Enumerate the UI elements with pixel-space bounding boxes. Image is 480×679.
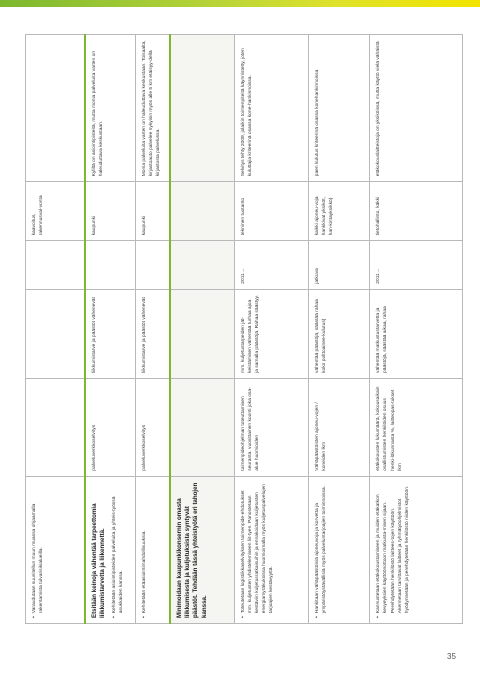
indicator-cell [26,378,86,476]
responsible-cell: kaupunki [85,182,135,241]
measure-text: ▪ Kannustetaan etäkokoustamiseen ja muiden etäkatkon kevyeyksien käyttöönottoon matkusta-misen sijaan. Perehdytetään henkilöstö laittees-tojen käyttöön. Akennetaan tarvittavat laitteet ja ryhmätyöohjelmistot hyödynnetään ja perehdytetään henkilöstö niiden käyttöön. [375,482,411,618]
measure-text: ▪ Kehitetään etäasiointimahdollisuuksia. [141,482,148,618]
schedule-cell: jatkuva [308,241,370,289]
responsible-cell: tekninen tuotanto [234,182,308,241]
table-row [170,35,234,624]
schedule-cell [135,241,170,289]
goal-heading: Etsitään keinoja vähentää tarpeettomia liikkumistarvetta ja liikennettä. [91,503,107,618]
effect-cell: liikkumistarve ja päästöt vähenevät [135,289,170,378]
page-number: 35 [447,652,456,661]
measure-text: ▪ Toteutetaan logistiikkaselvityksen toimenpide-ehdotukset mm. kuljetusten yhdistelemiseen liit-tyen. Panostetaan kestäviin kuljetusratkaisuihin ja ennakoidaan kuljetusten energiamyräkuksissa huomioimalla myös kuljetuspalvelujen tarjoajien kestävyyttä. [240,482,276,618]
table-row [308,35,370,624]
indicator-cell: etäkokousten lukumäärä, kokousaikain osallistumisten henkilöiden osuus henki-lökunnasta %, laitteopas-tukset lkm [370,378,463,476]
table-row [370,35,463,624]
table-row [26,35,86,624]
effect-cell [170,289,234,378]
goal-heading: Minimoidaan kaupunkikonsernin omasta liikkumisesta ja kuljetuksista syntyvät päästöt. Tehdään tässä yhteistyötä eri tahojen kanssa. [176,482,208,618]
responsible-cell: kaupunki [135,182,170,241]
schedule-cell: 2011→ [234,241,308,289]
effect-cell: vähentää päästöjä, säästää rahaa koko polttoainee-kulutus) [308,289,370,378]
rotated-page-content [25,34,463,624]
effect-cell [26,289,86,378]
indicator-cell: toimenpideohjelman toteuttamisen seuranta. vuosittainen koonti joka osa-alue huomioiden [234,378,308,476]
status-cell [170,35,234,182]
indicator-cell: Vähäpäästöisten ajoneu-vojen / koneiden lkm [308,378,370,476]
top-accent-bar [0,0,480,7]
effect-cell: liikkumistarve ja päästöt vähenevät [85,289,135,378]
table-row [135,35,170,624]
table-row [234,35,308,624]
indicator-cell [170,378,234,476]
measure-text: ▪ Hankitaan vähäpäästöisiä ajoneuvoja ja korvetta ja ympäristöystävällisiä myös palveluntarjoajien toiminnoissa. [314,482,328,618]
status-cell: Kyliltä on asiointipisteitä, mutta monia palveluita varten on haleuduttava keskustaan. [85,35,135,182]
indicator-cell: palveluverkkoselvitys [135,378,170,476]
indicator-cell: palveluverkkoselvitys [85,378,135,476]
responsible-cell: kaavoitus, rakennusval-vonta [26,182,86,241]
measure-text: ▪ Kehitetään asiointipisteiden palveluita ja yhteis-työssä asukkaiden kanssa. [111,482,125,618]
schedule-cell [85,241,135,289]
table-row [85,35,135,624]
status-cell: Selvitys tehty 2009, jolaikin toimenpiteitä käynnistetty, joten kuluttajia kriteerinä osassa kone-hankinnoissa. [234,35,308,182]
responsible-cell: tietohallinto, käkki [370,182,463,241]
status-cell [26,35,86,182]
responsible-cell: kaikki ajoneu-voja hankkivat yksiköt, han-kintayksikkö) [308,182,370,241]
schedule-cell: 2011→ [370,241,463,289]
status-cell: paen kulutus kriteerinä osassa konehankinnoissa [308,35,370,182]
effect-cell: vähentää matkustustarvetta ja päästöjä, säästää aikaa, rahaa [370,289,463,378]
measures-table [25,34,463,624]
responsible-cell [170,182,234,241]
schedule-cell [26,241,86,289]
effect-cell: mm. kuljetustarpeiden jät-keistämisen vähentää turhaa ajoa ja samalla päästöjä. Rahaa säästyy. [234,289,308,378]
schedule-cell [170,241,234,289]
measure-text: ▪ Varaudutaan suunitellun muun muassa ohjaamalla rakentamista tulvarisikialueilla. [31,482,45,618]
status-cell: etäkokouslaitteistoja on yksiköissä, mutta käyttö vielä vähäistä [370,35,463,182]
status-cell: Monia palveluita varten on haleuduttava keskustaan. Toisaalta, kirjastoauto palvelee nykyisin myös alle 5 km etäisyy-dellä kirjastosta palvelussa. [135,35,170,182]
